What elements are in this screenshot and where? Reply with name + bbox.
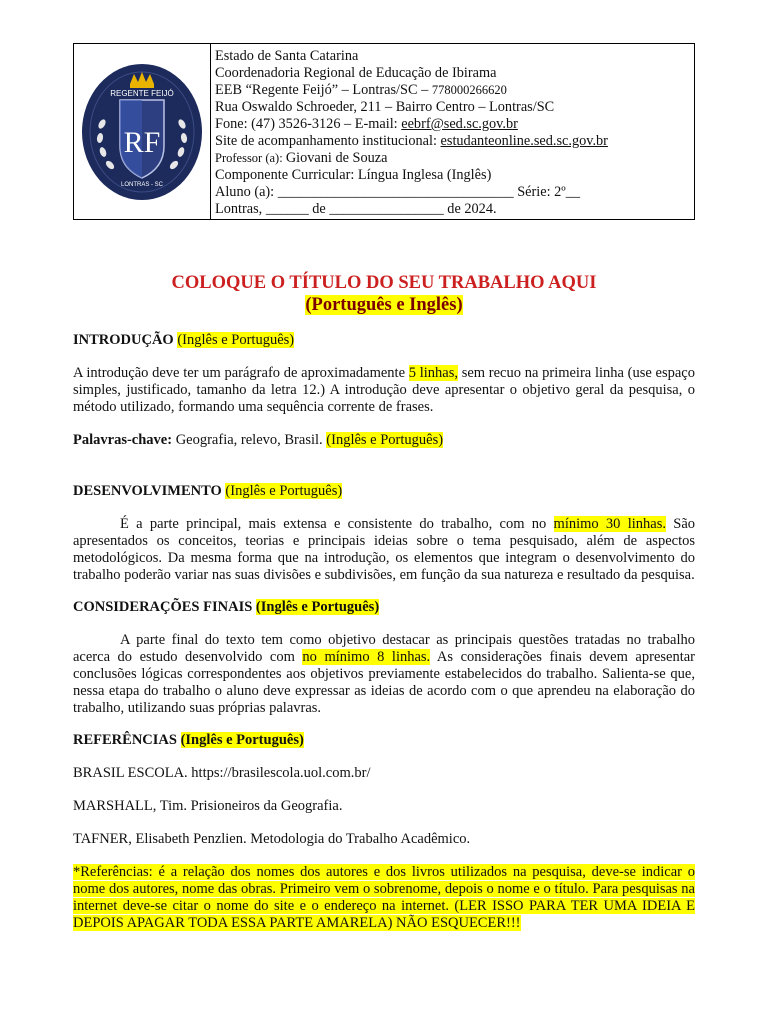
header-line-subject: Componente Curricular: Língua Inglesa (Inglês) — [215, 167, 492, 183]
references-note — [73, 864, 695, 932]
header-line-coordination: Coordenadoria Regional de Educação de Ibirama — [215, 65, 497, 81]
references-heading — [73, 732, 695, 749]
header-line-date[interactable]: Lontras, ______ de ________________ de 2024. — [215, 201, 497, 217]
header-line-contact — [215, 116, 608, 133]
conclusion-heading — [73, 599, 695, 616]
phone-text: Fone: (47) 3526-3126 – E-mail: — [215, 116, 402, 132]
conclusion-heading-text: CONSIDERAÇÕES FINAIS — [73, 599, 256, 615]
school-code: 778000266620 — [431, 83, 507, 97]
school-logo-cell — [74, 44, 211, 219]
keywords-highlight: (Inglês e Português) — [326, 432, 444, 448]
subtitle-highlight: (Português e Inglês) — [305, 295, 463, 315]
intro-heading-highlight: (Inglês e Português) — [177, 332, 295, 348]
references-heading-highlight: (Inglês e Português) — [180, 732, 304, 748]
development-highlight: mínimo 30 linhas. — [553, 516, 666, 532]
header-line-address: Rua Oswaldo Schroeder, 211 – Bairro Centro – Lontras/SC — [215, 99, 555, 115]
school-name: EEB “Regente Feijó” – Lontras/SC – — [215, 82, 432, 98]
header-table — [73, 43, 695, 220]
development-text-b: São apresentados os conceitos, teorias e principais ideias sobre o tema pesquisado, além de aspectos metodológicos. Da mesma forma que na introdução, os elementos que integram o desenvolvimento do trabalho poderão variar nas suas divisões e subdivisões, em função da sua natureza e resultado da pesquisa. — [73, 516, 696, 583]
school-logo — [80, 62, 204, 202]
references-heading-text: REFERÊNCIAS — [73, 732, 181, 748]
conclusion-text-a: A parte final do texto tem como objetivo destacar as principais questões tratadas no trabalho acerca do estudo desenvolvido com — [73, 632, 695, 665]
reference-item: BRASIL ESCOLA. https://brasilescola.uol.com.br/ — [73, 765, 371, 781]
intro-text-a: A introdução deve ter um parágrafo de aproximadamente — [73, 365, 409, 381]
reference-item: TAFNER, Elisabeth Penzlien. Metodologia do Trabalho Acadêmico. — [73, 831, 471, 847]
header-line-state: Estado de Santa Catarina — [215, 48, 359, 64]
header-line-teacher — [215, 150, 608, 167]
development-heading-text: DESENVOLVIMENTO — [73, 483, 226, 499]
conclusion-highlight: no mínimo 8 linhas. — [302, 649, 431, 665]
email-link[interactable]: eebrf@sed.sc.gov.br — [401, 116, 518, 132]
keywords-label: Palavras-chave: — [73, 432, 173, 448]
page-subtitle — [73, 294, 695, 316]
conclusion-paragraph — [73, 632, 695, 717]
references-note-text: *Referências: é a relação dos nomes dos autores e dos livros utilizados na pesquisa, deve-se indicar o nome dos autores, nome das obras. Primeiro vem o sobrenome, depois o nome e o título. Para pesquisas na internet deve-se citar o nome do site e o endereço na internet. (LER ISSO PARA TER UMA IDEIA E DEPOIS APAGAR TODA ESSA PARTE AMARELA) NÃO ESQUECER!!! — [73, 864, 695, 931]
conclusion-text-b: As considerações finais devem apresentar conclusões lógicas correspondentes aos objetivos previamente estabelecidos do trabalho. Salienta-se que, nessa etapa do trabalho o aluno deve expressar as ideias de acordo com o que aprendeu na elaboração do trabalho, utilizando suas próprias palavras. — [73, 649, 696, 716]
development-heading — [73, 483, 695, 500]
keywords-text: Geografia, relevo, Brasil. — [172, 432, 327, 448]
school-info-cell — [211, 44, 608, 219]
site-label: Site de acompanhamento institucional: — [215, 133, 441, 149]
development-heading-highlight: (Inglês e Português) — [225, 483, 343, 499]
development-paragraph — [73, 516, 695, 584]
site-link[interactable]: estudanteonline.sed.sc.gov.br — [440, 133, 608, 149]
conclusion-heading-highlight: (Inglês e Português) — [255, 599, 380, 615]
teacher-label: Professor (a): — [215, 151, 286, 165]
keywords-line — [73, 432, 695, 449]
logo-text-bottom: LONTRAS - SC — [120, 181, 164, 188]
page-title: COLOQUE O TÍTULO DO SEU TRABALHO AQUI — [171, 273, 597, 293]
intro-text-b: sem recuo na primeira linha (use espaço simples, justificado, tamanho da letra 12.) A introdução deve apresentar o objetivo geral da pesquisa, o método utilizado, formando uma sequência corrente de frases. — [73, 365, 695, 415]
intro-highlight: 5 linhas, — [408, 365, 458, 381]
development-text-a: É a parte principal, mais extensa e consistente do trabalho, com no — [120, 516, 554, 532]
logo-monogram: RF — [123, 125, 161, 159]
teacher-name: Giovani de Souza — [285, 150, 388, 166]
intro-heading-text: INTRODUÇÃO — [73, 332, 178, 348]
intro-paragraph — [73, 365, 695, 416]
header-line-student[interactable]: Aluno (a): _________________________________ Série: 2º__ — [215, 184, 581, 200]
header-line-site — [215, 133, 608, 150]
document-page — [73, 43, 695, 932]
reference-item: MARSHALL, Tim. Prisioneiros da Geografia. — [73, 798, 343, 814]
intro-heading — [73, 332, 695, 349]
logo-text-top: REGENTE FEIJÓ — [110, 88, 174, 98]
header-line-school — [215, 82, 608, 99]
